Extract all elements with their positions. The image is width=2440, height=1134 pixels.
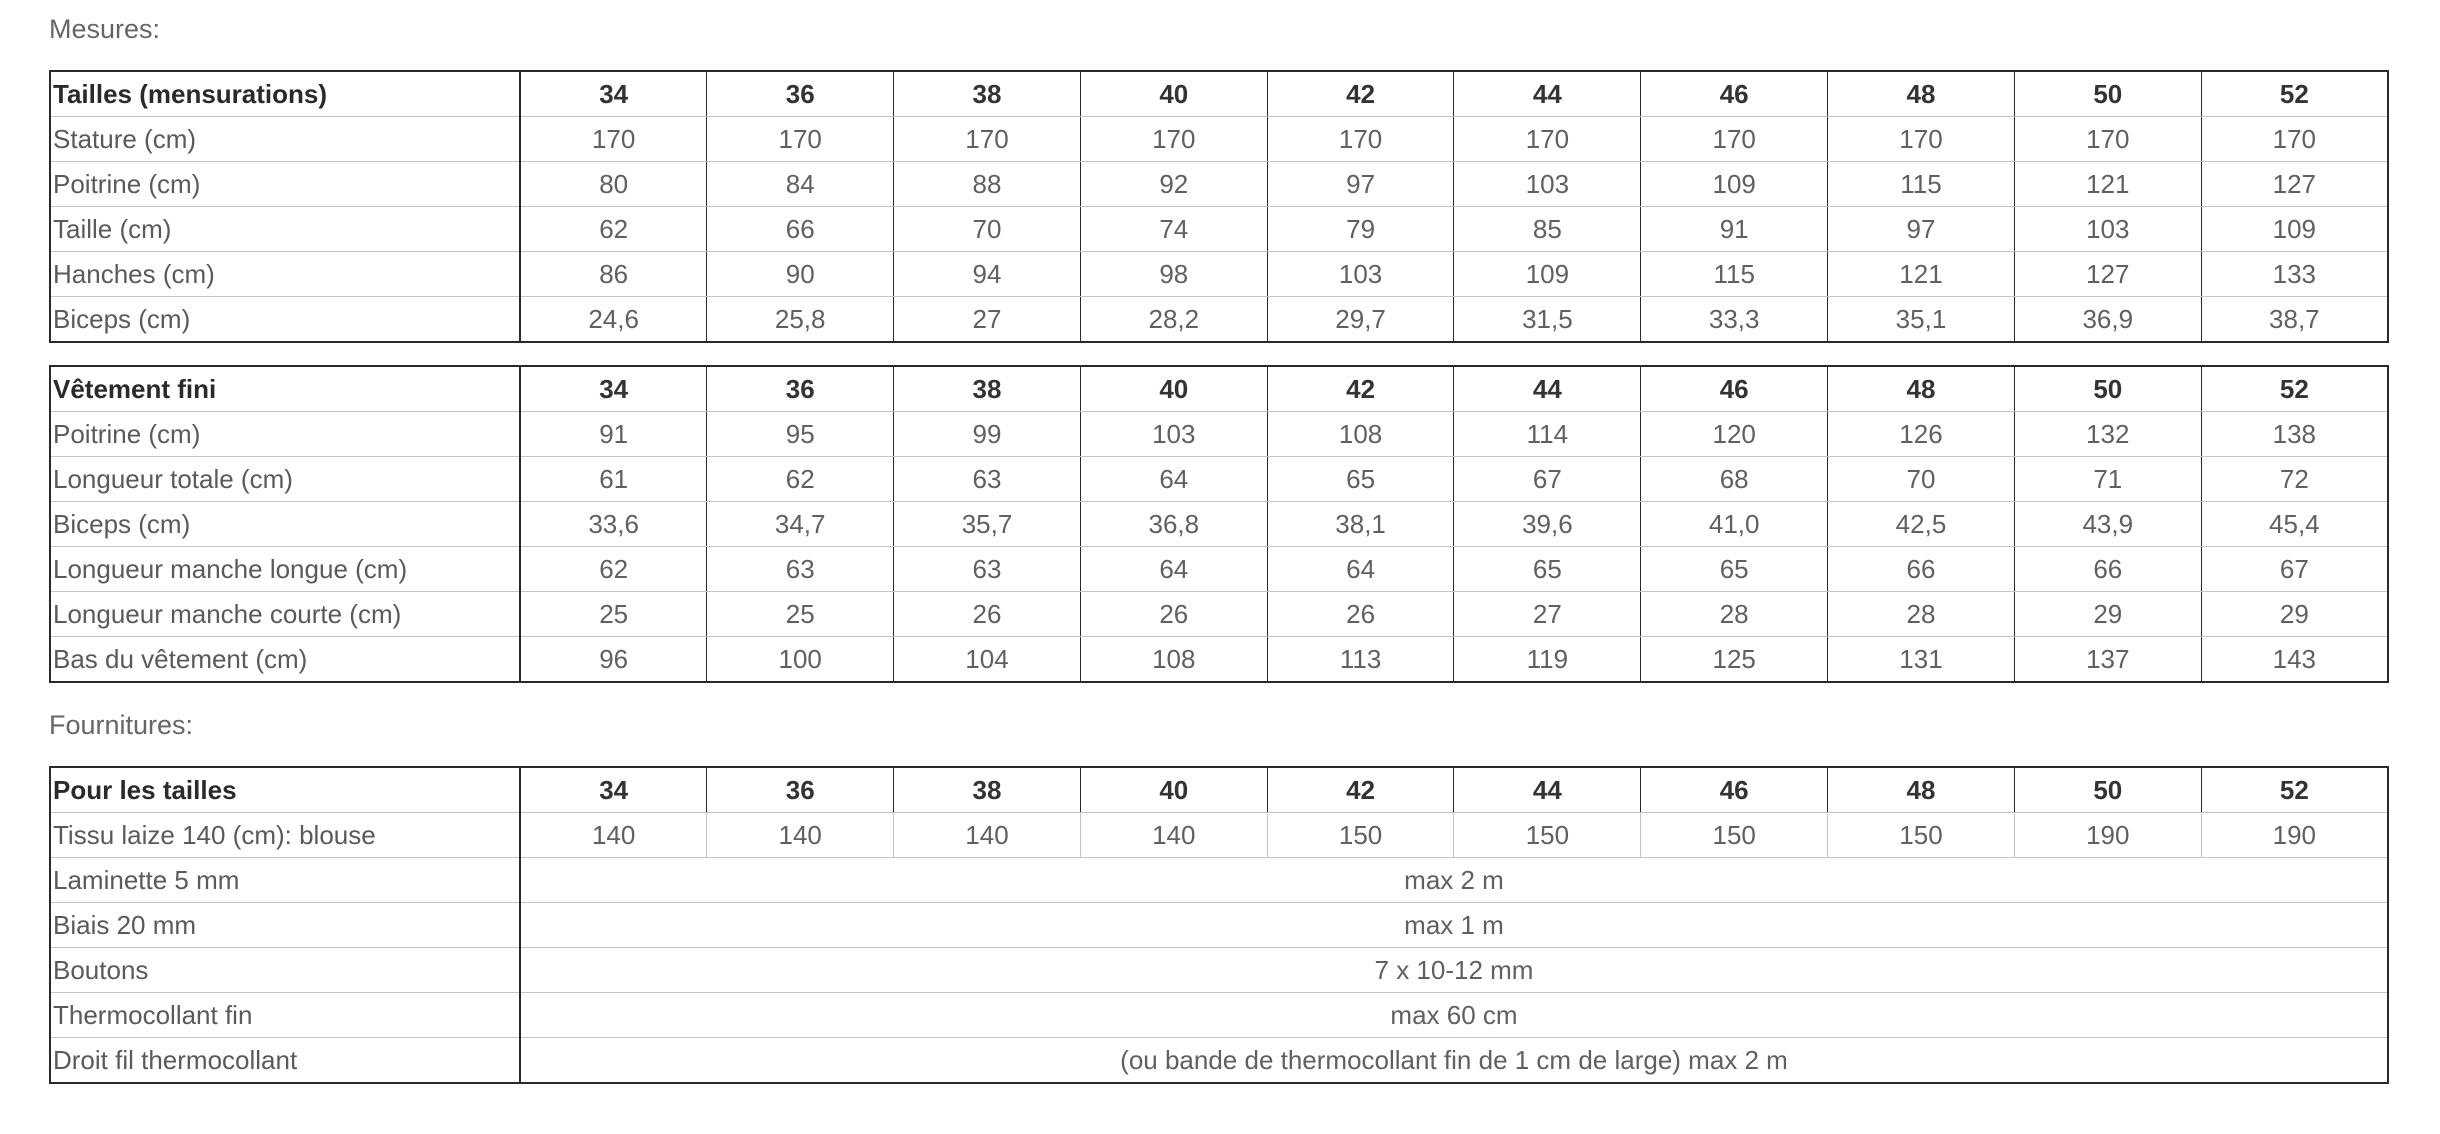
table-cell: 170 [1080,117,1267,162]
table-cell: 103 [2014,207,2201,252]
table-cell: 103 [1080,412,1267,457]
size-header: 50 [2014,767,2201,813]
size-header: 52 [2201,767,2388,813]
table-cell: 29,7 [1267,297,1454,343]
table-cell: 190 [2014,813,2201,858]
header-row [50,71,2388,117]
table-cell: 28 [1641,592,1828,637]
table-cell: 66 [1828,547,2015,592]
size-header: 38 [894,71,1081,117]
size-header: 50 [2014,71,2201,117]
table-cell: 63 [894,457,1081,502]
size-header: 46 [1641,71,1828,117]
size-header: 40 [1080,767,1267,813]
table-cell: 62 [707,457,894,502]
table-cell: 108 [1267,412,1454,457]
table-cell: 170 [1267,117,1454,162]
table-cell: 170 [1828,117,2015,162]
row-label: Poitrine (cm) [50,162,520,207]
size-header: 40 [1080,71,1267,117]
size-header: 42 [1267,767,1454,813]
row-label: Longueur manche courte (cm) [50,592,520,637]
table-cell: 91 [520,412,707,457]
table-cell: 25,8 [707,297,894,343]
table-title: Vêtement fini [50,366,520,412]
table-cell: 150 [1641,813,1828,858]
table-cell: 150 [1267,813,1454,858]
size-header: 46 [1641,767,1828,813]
table-cell: 108 [1080,637,1267,683]
row-label: Bas du vêtement (cm) [50,637,520,683]
table-cell: 103 [1267,252,1454,297]
table-cell: 41,0 [1641,502,1828,547]
table-cell: 88 [894,162,1081,207]
table-cell: 33,3 [1641,297,1828,343]
table-cell: 61 [520,457,707,502]
table-cell: 143 [2201,637,2388,683]
table-cell: 34,7 [707,502,894,547]
table-cell: 94 [894,252,1081,297]
table-cell: 138 [2201,412,2388,457]
size-header: 34 [520,366,707,412]
table-cell: 150 [1828,813,2015,858]
size-header: 40 [1080,366,1267,412]
table-cell: 121 [1828,252,2015,297]
fournitures-table [49,766,2389,1084]
table-cell: 28 [1828,592,2015,637]
row-label: Longueur manche longue (cm) [50,547,520,592]
table-cell: 64 [1080,547,1267,592]
mensurations-table [49,70,2389,343]
table-cell: 66 [707,207,894,252]
size-header: 42 [1267,366,1454,412]
size-header: 46 [1641,366,1828,412]
table-cell: 39,6 [1454,502,1641,547]
header-row [50,366,2388,412]
size-header: 36 [707,767,894,813]
table-cell: 131 [1828,637,2015,683]
table-row [50,1038,2388,1084]
table-cell: 115 [1641,252,1828,297]
size-header: 48 [1828,366,2015,412]
size-header: 42 [1267,71,1454,117]
table-cell: 114 [1454,412,1641,457]
row-label: Biceps (cm) [50,502,520,547]
table-cell: 71 [2014,457,2201,502]
size-header: 34 [520,71,707,117]
table-cell: max 60 cm [520,993,2388,1038]
table-cell: 72 [2201,457,2388,502]
table-cell: 35,7 [894,502,1081,547]
table-title: Tailles (mensurations) [50,71,520,117]
table-cell: 190 [2201,813,2388,858]
table-cell: 86 [520,252,707,297]
table-cell: 92 [1080,162,1267,207]
table-cell: 97 [1828,207,2015,252]
table-row [50,637,2388,683]
table-cell: 26 [1080,592,1267,637]
table-cell: 43,9 [2014,502,2201,547]
table-cell: 103 [1454,162,1641,207]
table-cell: 98 [1080,252,1267,297]
table-row [50,502,2388,547]
table-cell: 104 [894,637,1081,683]
table-cell: 7 x 10-12 mm [520,948,2388,993]
table-cell: 36,9 [2014,297,2201,343]
table-cell: 65 [1267,457,1454,502]
table-cell: 140 [707,813,894,858]
row-label: Biais 20 mm [50,903,520,948]
table-cell: 29 [2201,592,2388,637]
table-cell: 68 [1641,457,1828,502]
table-cell: 36,8 [1080,502,1267,547]
table-cell: 27 [894,297,1081,343]
table-cell: 29 [2014,592,2201,637]
table-cell: 38,1 [1267,502,1454,547]
table-cell: 170 [1641,117,1828,162]
size-header: 44 [1454,366,1641,412]
table-row [50,117,2388,162]
table-cell: 95 [707,412,894,457]
table-cell: 170 [2201,117,2388,162]
table-cell: 27 [1454,592,1641,637]
table-cell: 150 [1454,813,1641,858]
table-cell: 25 [707,592,894,637]
size-header: 44 [1454,767,1641,813]
table-cell: 121 [2014,162,2201,207]
row-label: Longueur totale (cm) [50,457,520,502]
table-row [50,813,2388,858]
mesures-label: Mesures: [49,14,161,44]
table-cell: 45,4 [2201,502,2388,547]
table-cell: 65 [1641,547,1828,592]
table-cell: max 1 m [520,903,2388,948]
row-label: Thermocollant fin [50,993,520,1038]
table-cell: 26 [894,592,1081,637]
size-header: 36 [707,366,894,412]
table-cell: 25 [520,592,707,637]
size-header: 38 [894,767,1081,813]
size-header: 36 [707,71,894,117]
table-cell: 80 [520,162,707,207]
size-header: 50 [2014,366,2201,412]
table-cell: 140 [520,813,707,858]
table-cell: 137 [2014,637,2201,683]
table-cell: 62 [520,547,707,592]
row-label: Droit fil thermocollant [50,1038,520,1084]
table-row [50,457,2388,502]
table-cell: 90 [707,252,894,297]
table-cell: 115 [1828,162,2015,207]
table-cell: 64 [1267,547,1454,592]
table-row [50,297,2388,343]
table-cell: 28,2 [1080,297,1267,343]
table-cell: 63 [894,547,1081,592]
table-cell: 24,6 [520,297,707,343]
table-title: Pour les tailles [50,767,520,813]
table-cell: 26 [1267,592,1454,637]
table-row [50,592,2388,637]
table-cell: 133 [2201,252,2388,297]
table-cell: (ou bande de thermocollant fin de 1 cm de large) max 2 m [520,1038,2388,1084]
table-cell: 170 [2014,117,2201,162]
table-cell: 67 [1454,457,1641,502]
table-cell: 170 [707,117,894,162]
table-cell: max 2 m [520,858,2388,903]
header-row [50,767,2388,813]
table-cell: 64 [1080,457,1267,502]
table-cell: 109 [1641,162,1828,207]
table-cell: 119 [1454,637,1641,683]
table-cell: 65 [1454,547,1641,592]
row-label: Poitrine (cm) [50,412,520,457]
table-cell: 66 [2014,547,2201,592]
size-header: 52 [2201,71,2388,117]
fournitures-label: Fournitures: [49,710,194,740]
table-row [50,412,2388,457]
table-row [50,993,2388,1038]
table-cell: 140 [1080,813,1267,858]
row-label: Stature (cm) [50,117,520,162]
table-cell: 132 [2014,412,2201,457]
table-cell: 127 [2201,162,2388,207]
table-cell: 127 [2014,252,2201,297]
row-label: Laminette 5 mm [50,858,520,903]
table-cell: 33,6 [520,502,707,547]
table-cell: 109 [1454,252,1641,297]
table-cell: 63 [707,547,894,592]
table-cell: 170 [520,117,707,162]
table-cell: 31,5 [1454,297,1641,343]
table-row [50,547,2388,592]
table-row [50,252,2388,297]
row-label: Taille (cm) [50,207,520,252]
size-header: 48 [1828,767,2015,813]
table-row [50,162,2388,207]
size-header: 48 [1828,71,2015,117]
table-cell: 38,7 [2201,297,2388,343]
table-row [50,207,2388,252]
table-cell: 109 [2201,207,2388,252]
table-cell: 120 [1641,412,1828,457]
vetement-fini-table [49,365,2389,683]
table-cell: 140 [894,813,1081,858]
table-cell: 170 [894,117,1081,162]
size-header: 52 [2201,366,2388,412]
table-row [50,858,2388,903]
table-cell: 100 [707,637,894,683]
table-cell: 62 [520,207,707,252]
table-cell: 125 [1641,637,1828,683]
table-cell: 42,5 [1828,502,2015,547]
table-cell: 85 [1454,207,1641,252]
size-header: 44 [1454,71,1641,117]
table-cell: 70 [894,207,1081,252]
row-label: Hanches (cm) [50,252,520,297]
row-label: Biceps (cm) [50,297,520,343]
size-header: 38 [894,366,1081,412]
table-cell: 96 [520,637,707,683]
table-cell: 84 [707,162,894,207]
table-cell: 99 [894,412,1081,457]
table-row [50,948,2388,993]
table-cell: 35,1 [1828,297,2015,343]
row-label: Boutons [50,948,520,993]
table-cell: 67 [2201,547,2388,592]
table-cell: 97 [1267,162,1454,207]
table-cell: 113 [1267,637,1454,683]
table-cell: 170 [1454,117,1641,162]
table-row [50,903,2388,948]
table-cell: 126 [1828,412,2015,457]
table-cell: 74 [1080,207,1267,252]
table-cell: 91 [1641,207,1828,252]
table-cell: 79 [1267,207,1454,252]
row-label: Tissu laize 140 (cm): blouse [50,813,520,858]
table-cell: 70 [1828,457,2015,502]
size-header: 34 [520,767,707,813]
